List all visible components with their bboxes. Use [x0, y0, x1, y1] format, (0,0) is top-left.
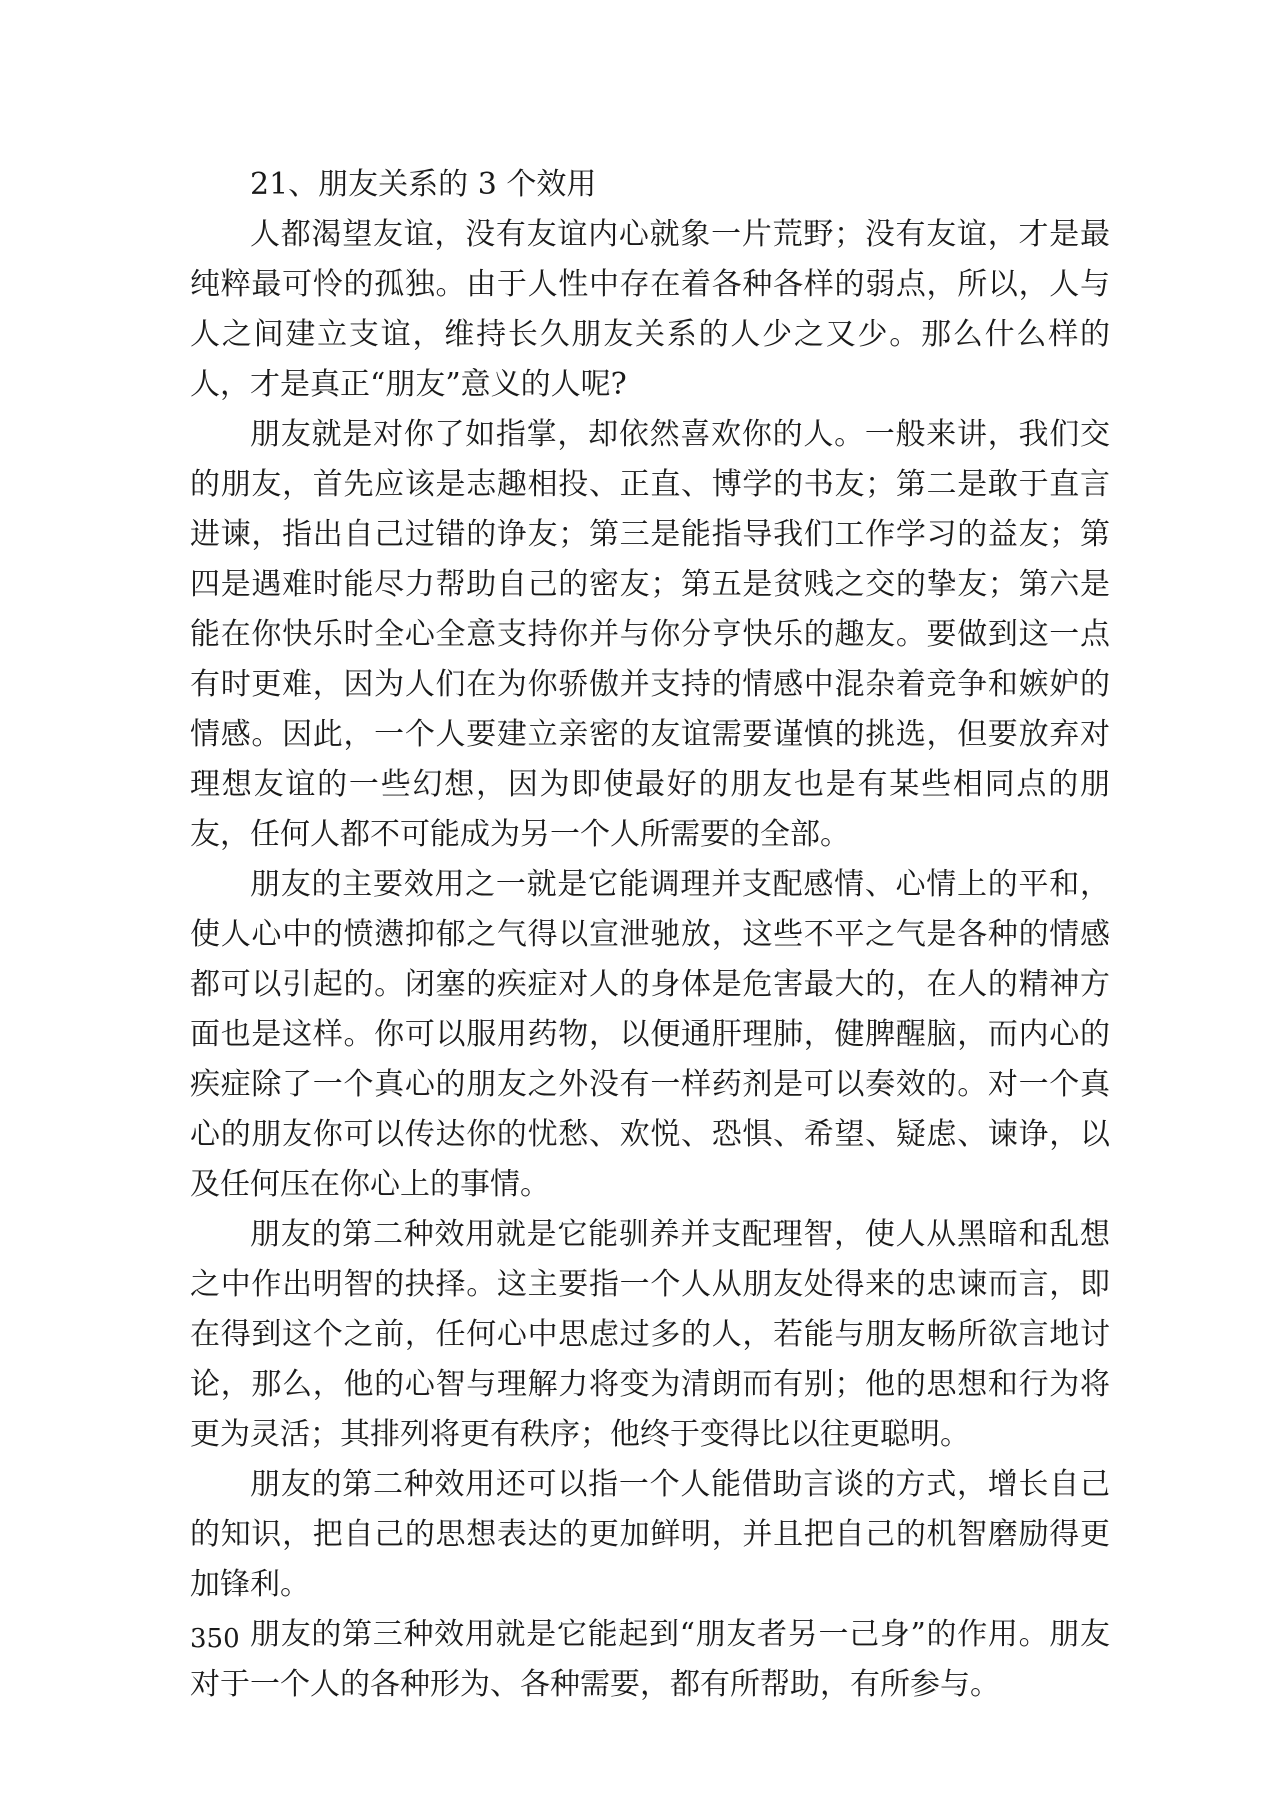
paragraph-1: 人都渴望友谊，没有友谊内心就象一片荒野；没有友谊，才是最纯粹最可怜的孤独。由于人性中存在着各种各样的弱点，所以，人与人之间建立支谊，维持长久朋友关系的人少之又少。那么什么样的人，才是真正“朋友”意义的人呢? — [190, 217, 1110, 402]
page-number: 350 — [190, 1624, 240, 1654]
paragraph-4: 朋友的第二种效用就是它能驯养并支配理智，使人从黑暗和乱想之中作出明智的抉择。这主要指一个人从朋友处得来的忠谏而言，即在得到这个之前，任何心中思虑过多的人，若能与朋友畅所欲言地讨论，那么，他的心智与理解力将变为清朗而有别；他的思想和行为将更为灵活；其排列将更有秩序；他终于变得比以往更聪明。 — [190, 1217, 1110, 1452]
paragraph-6: 朋友的第三种效用就是它能起到“朋友者另一己身”的作用。朋友对于一个人的各种形为、各种需要，都有所帮助，有所参与。 — [190, 1617, 1110, 1702]
paragraph-5: 朋友的第二种效用还可以指一个人能借助言谈的方式，增长自己的知识，把自己的思想表达的更加鲜明，并且把自己的机智磨励得更加锋利。 — [190, 1467, 1110, 1602]
paragraph-2: 朋友就是对你了如指掌，却依然喜欢你的人。一般来讲，我们交的朋友，首先应该是志趣相投、正直、博学的书友；第二是敢于直言进谏，指出自己过错的诤友；第三是能指导我们工作学习的益友；第四是遇难时能尽力帮助自己的密友；第五是贫贱之交的挚友；第六是能在你快乐时全心全意支持你并与你分亨快乐的趣友。要做到这一点有时更难，因为人们在为你骄傲并支持的情感中混杂着竞争和嫉妒的情感。因此，一个人要建立亲密的友谊需要谨慎的挑选，但要放弃对理想友谊的一些幻想，因为即使最好的朋友也是有某些相同点的朋友，任何人都不可能成为另一个人所需要的全部。 — [190, 417, 1110, 852]
document-body — [190, 160, 1110, 1710]
section-heading: 21、朋友关系的 3 个效用 — [250, 167, 597, 202]
paragraph-3: 朋友的主要效用之一就是它能调理并支配感情、心情上的平和，使人心中的愤懑抑郁之气得以宣泄驰放，这些不平之气是各种的情感都可以引起的。闭塞的疾症对人的身体是危害最大的，在人的精神方面也是这样。你可以服用药物，以便通肝理肺，健脾醒脑，而内心的疾症除了一个真心的朋友之外没有一样药剂是可以奏效的。对一个真心的朋友你可以传达你的忧愁、欢悦、恐惧、希望、疑虑、谏诤，以及任何压在你心上的事情。 — [190, 867, 1110, 1202]
